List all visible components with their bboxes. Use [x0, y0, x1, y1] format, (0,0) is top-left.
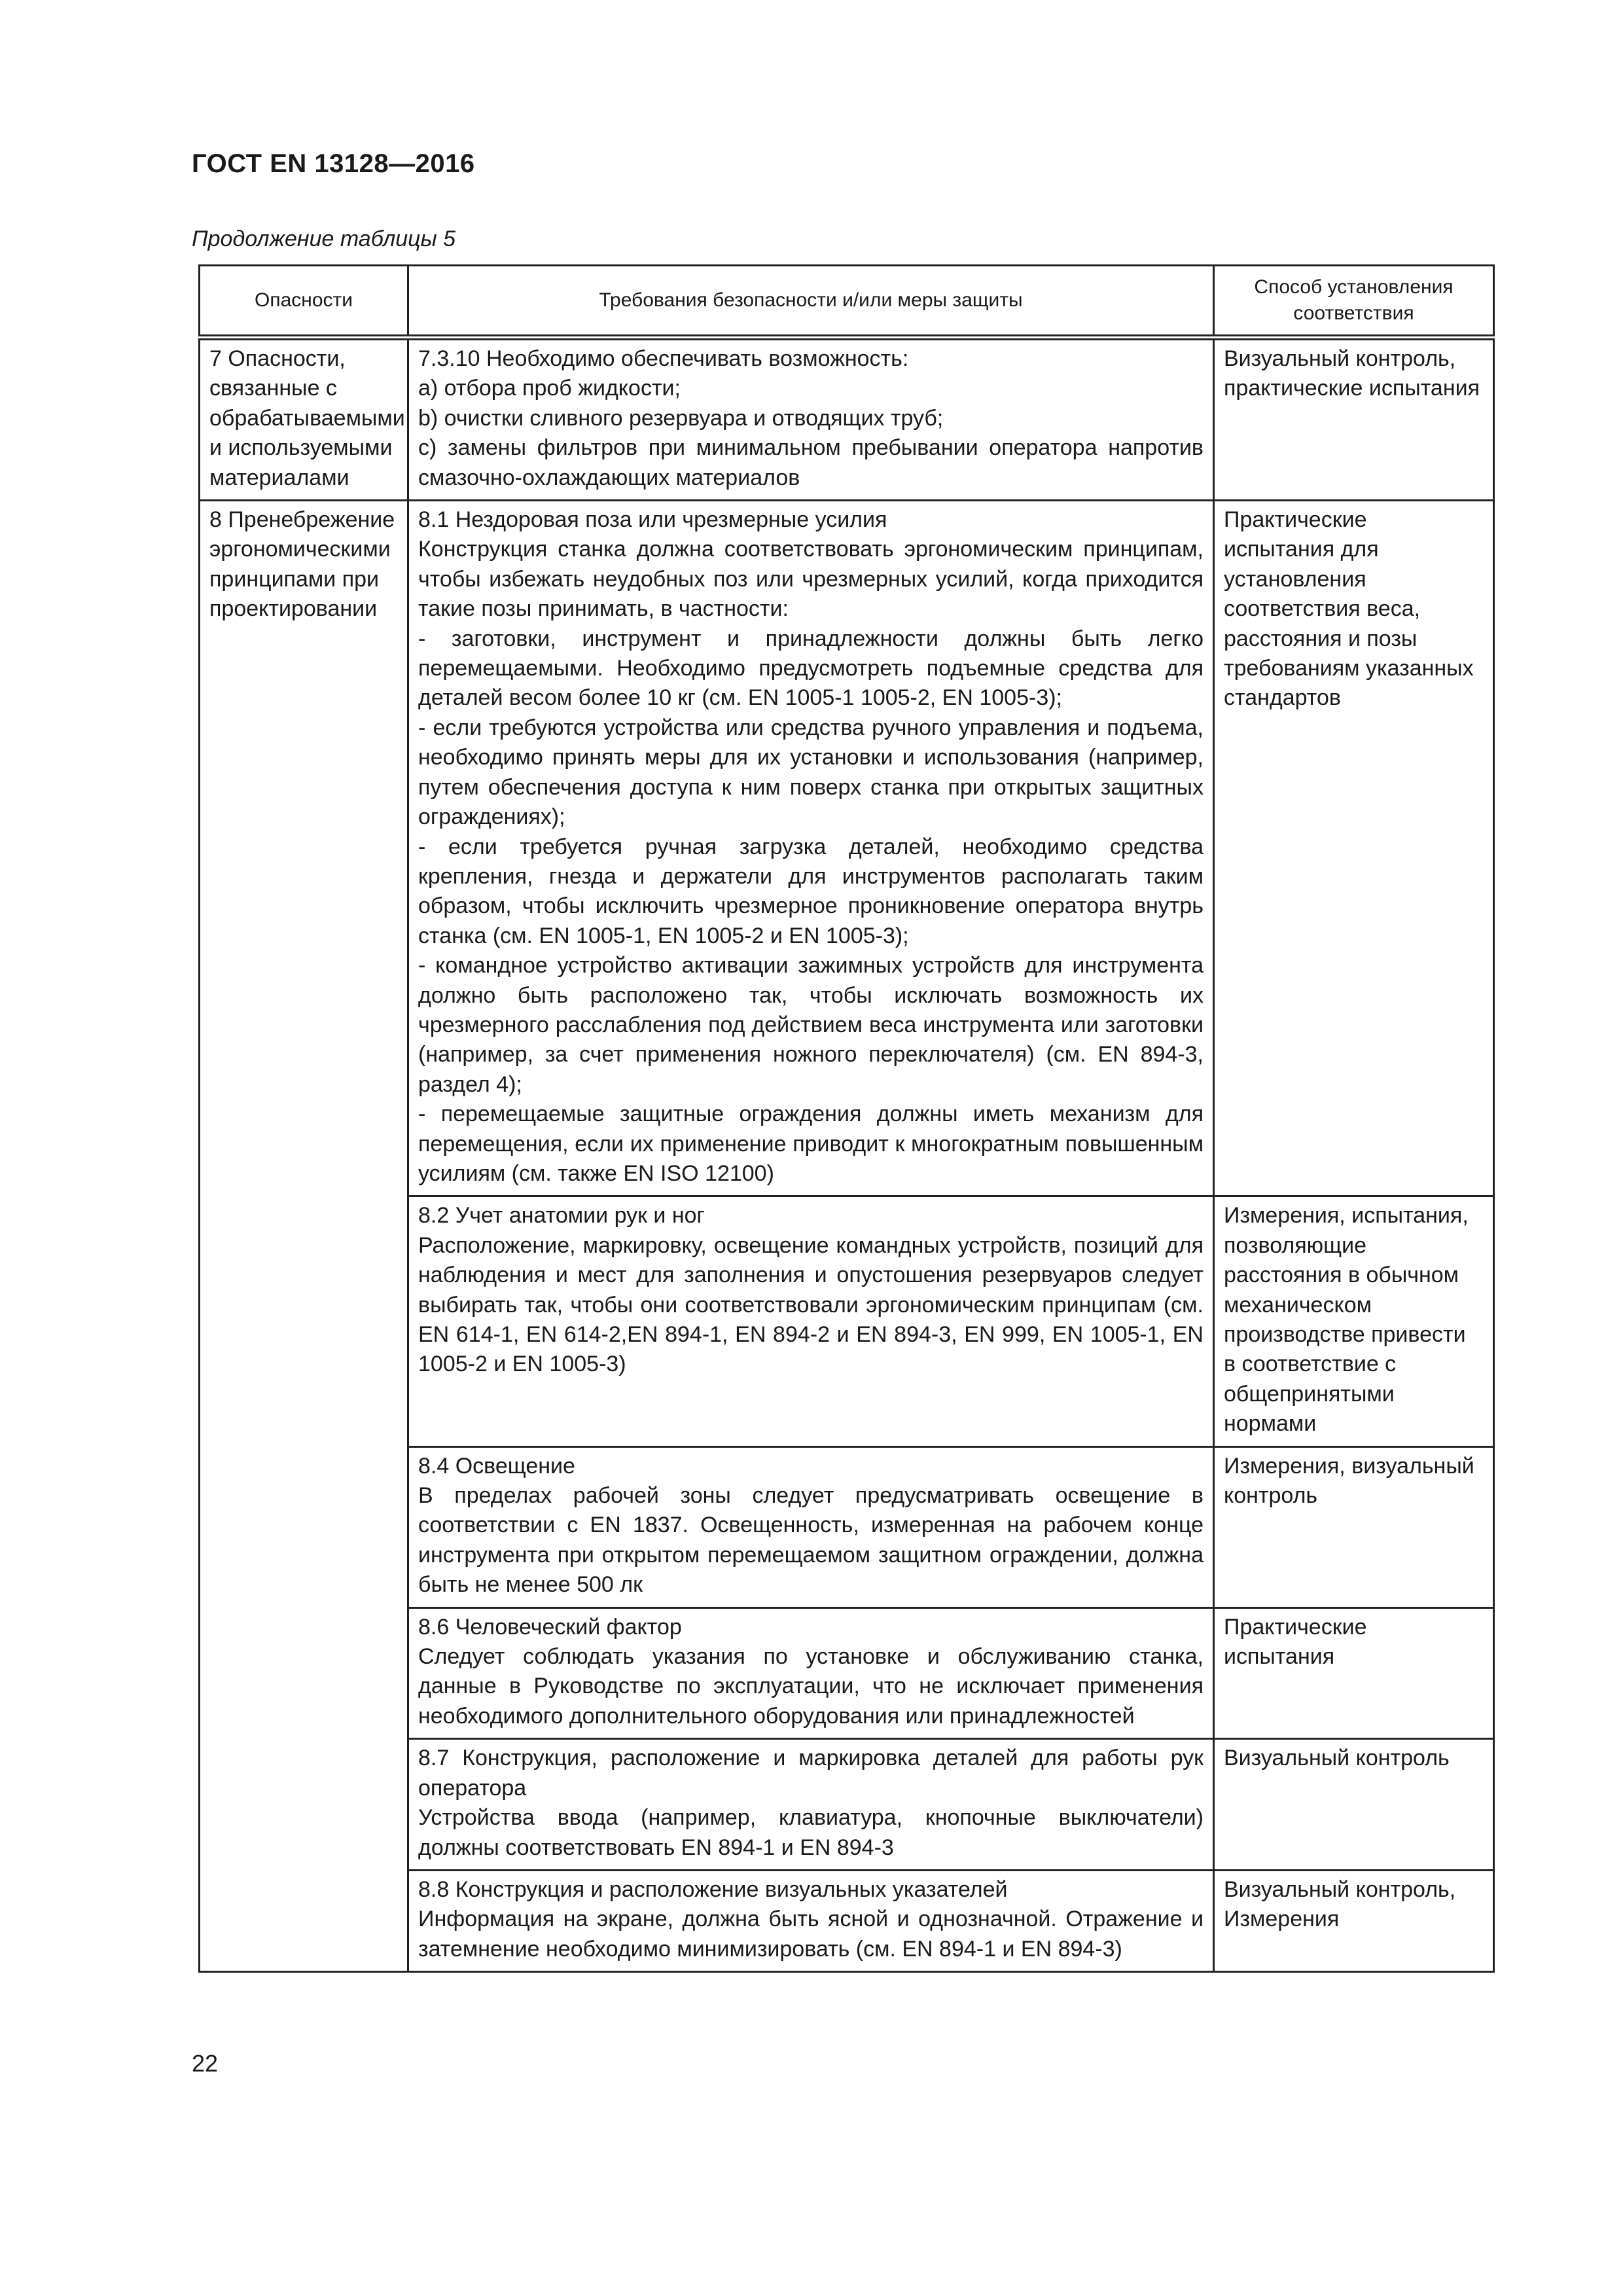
- verification-cell: Визуальный контроль, практические испытания: [1214, 338, 1494, 501]
- hazards-table: [198, 264, 1495, 1973]
- requirement-line: Информация на экране, должна быть ясной и однозначной. Отражение и затемнение необходимо минимизировать (см. EN 894-1 и EN 894-3): [418, 1907, 1204, 1962]
- requirement-line: - если требуется ручная загрузка деталей, необходимо средства крепления, гнезда и держатели для инструментов располагать таким образом, чтобы исключить чрезмерное проникновение оператора внутрь станка (см. EN 1005-1, EN 1005-2 и EN 1005-3);: [418, 834, 1204, 948]
- requirement-line: 8.4 Освещение: [418, 1453, 575, 1479]
- requirement-line: 8.2 Учет анатомии рук и ног: [418, 1203, 705, 1229]
- requirement-line: Следует соблюдать указания по установке и обслуживанию станка, данные в Руководстве по эксплуатации, что не исключает применения необходимого дополнительного оборудования или принадлежностей: [418, 1644, 1204, 1729]
- table-row: [200, 501, 1494, 1196]
- requirement-line: Расположение, маркировку, освещение командных устройств, позиций для наблюдения и мест для заполнения и опустошения резервуаров следует выбирать так, чтобы они соответствовали эргономическим принципам (см. EN 614-1, EN 614-2,EN 894-1, EN 894-2 и EN 894-3, EN 999, EN 1005-1, EN 1005-2 и EN 1005-3): [418, 1232, 1204, 1377]
- requirement-line: - командное устройство активации зажимных устройств для инструмента должно быть расположено так, чтобы исключать возможность их чрезмерного расслабления под действием веса инструмента или заготовки (например, за счет применения ножного переключателя) (см. EN 894-3, раздел 4);: [418, 953, 1204, 1097]
- requirements-cell: [408, 1446, 1214, 1607]
- requirement-line: 8.6 Человеческий фактор: [418, 1614, 682, 1640]
- requirement-line: - перемещаемые защитные ограждения должны иметь механизм для перемещения, если их применение приводит к многократным повышенным усилиям (см. также EN ISO 12100): [418, 1102, 1204, 1186]
- requirement-line: b) очистки сливного резервуара и отводящих труб;: [418, 405, 944, 431]
- hazard-cell: 7 Опасности, связанные с обрабатываемыми и используемыми материалами: [200, 338, 408, 501]
- requirement-line: a) отбора проб жидкости;: [418, 376, 681, 401]
- requirement-line: 8.8 Конструкция и расположение визуальных указателей: [418, 1876, 1008, 1902]
- verification-cell: Измерения, испытания, позволяющие расстояния в обычном механическом производстве привести в соответствие с общепринятыми нормами: [1214, 1196, 1494, 1446]
- requirements-cell: [408, 338, 1214, 501]
- requirement-line: c) замены фильтров при минимальном пребывании оператора напротив смазочно-охлаждающих материалов: [418, 435, 1204, 490]
- verification-cell: Практические испытания: [1214, 1607, 1494, 1739]
- requirements-cell: [408, 1607, 1214, 1739]
- requirement-line: Устройства ввода (например, клавиатура, кнопочные выключатели) должны соответствовать EN 894-1 и EN 894-3: [418, 1805, 1204, 1860]
- hazard-cell: 8 Пренебрежение эргономическими принципами при проектировании: [200, 501, 408, 1972]
- table-row: [200, 338, 1494, 501]
- requirement-line: В пределах рабочей зоны следует предусматривать освещение в соответствии с EN 1837. Освещенность, измеренная на рабочем конце инструмента при открытом перемещаемом защитном ограждении, должна быть не менее 500 лк: [418, 1483, 1204, 1598]
- requirement-line: Конструкция станка должна соответствовать эргономическим принципам, чтобы избежать неудобных поз или чрезмерных усилий, когда приходится такие позы принимать, в частности:: [418, 537, 1204, 622]
- column-header-verification: Способ установления соответствия: [1214, 266, 1494, 338]
- requirement-line: 8.7 Конструкция, расположение и маркировка деталей для работы рук оператора: [418, 1746, 1204, 1801]
- requirement-line: 8.1 Нездоровая поза или чрезмерные усилия: [418, 507, 887, 533]
- requirements-cell: [408, 501, 1214, 1196]
- document-header-title: ГОСТ EN 13128—2016: [192, 149, 475, 178]
- verification-cell: Визуальный контроль: [1214, 1739, 1494, 1871]
- verification-cell: Измерения, визуальный контроль: [1214, 1446, 1494, 1607]
- column-header-hazards: Опасности: [200, 266, 408, 338]
- requirements-cell: [408, 1739, 1214, 1871]
- table-caption: Продолжение таблицы 5: [192, 226, 455, 251]
- requirements-cell: [408, 1870, 1214, 1971]
- requirement-line: - если требуются устройства или средства ручного управления и подъема, необходимо принять меры для их установки и использования (например, путем обеспечения доступа к ним поверх станка при открытых защитных ограждениях);: [418, 715, 1204, 830]
- verification-cell: Визуальный контроль, Измерения: [1214, 1870, 1494, 1971]
- page-number: 22: [192, 2050, 219, 2077]
- requirements-cell: [408, 1196, 1214, 1446]
- verification-cell: Практические испытания для установления соответствия веса, расстояния и позы требованиям указанных стандартов: [1214, 501, 1494, 1196]
- column-header-requirements: Требования безопасности и/или меры защиты: [408, 266, 1214, 338]
- requirement-line: 7.3.10 Необходимо обеспечивать возможность:: [418, 346, 909, 371]
- table-header-row: [200, 266, 1494, 338]
- requirement-line: - заготовки, инструмент и принадлежности должны быть легко перемещаемыми. Необходимо предусмотреть подъемные средства для деталей весом более 10 кг (см. EN 1005-1 1005-2, EN 1005-3);: [418, 626, 1204, 711]
